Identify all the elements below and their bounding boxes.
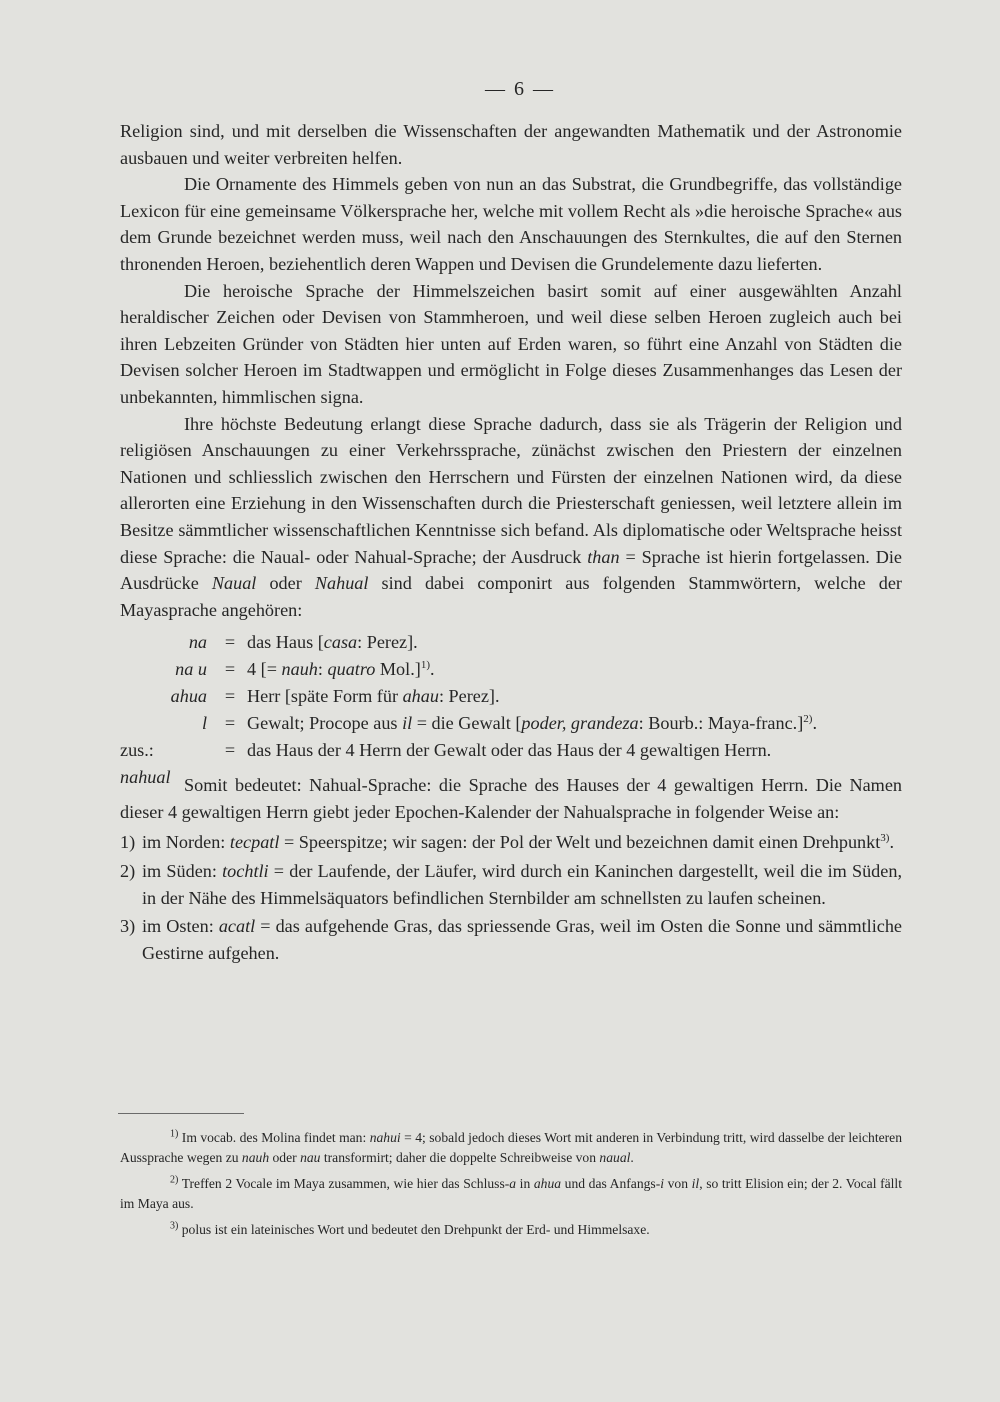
definition-text: Herr [späte Form für ahau: Perez].: [247, 686, 500, 707]
footnote-ref: 3): [880, 832, 890, 845]
list-number: 3): [120, 916, 136, 937]
definition-row: [120, 656, 902, 683]
equals-sign: =: [224, 740, 236, 761]
paragraph-4: [120, 411, 902, 624]
paragraph-2: Die Ornamente des Himmels geben von nun an das Substrat, die Grundbegriffe, das vollständige Lexicon für eine gemeinsame Völkersprache her, welche mit vollem Recht als »die heroische Sprache« aus dem Grunde bezeichnet werden muss, weil nach den Anschauungen des Sternkultes, die auf den Sternen thronenden Heroen, beziehentlich deren Wappen und Devisen die Grundelemente dazu lieferten.: [120, 174, 902, 274]
paragraph-4-text: oder: [256, 573, 315, 594]
definition-term: na: [188, 632, 207, 653]
footnote-3: $^{3)}$ polus ist ein lateinisches Wort und bedeutet den Drehpunkt der Erd- und Himmelsaxe.: [170, 1220, 650, 1237]
definition-row: [120, 710, 902, 737]
page-number: — 6 —: [485, 78, 555, 100]
paragraph-3: Die heroische Sprache der Himmelszeichen basirt somit auf einer ausgewählten Anzahl heraldischer Zeichen oder Devisen von Stammheroen, und weil diese selben Heroen zugleich auch bei ihren Lebzeiten Gründer von Städten hier unten auf Erden waren, so führt eine Anzahl von Städten die Devisen solcher Heroen im Stadtwappen und ermöglicht in Folge dieses Zusammenhanges das Lesen der unbekannten, himmlischen signa.: [120, 280, 902, 407]
definition-list: [120, 629, 902, 787]
directions-list: [120, 829, 902, 966]
list-number: 2): [120, 861, 136, 882]
definition-row-zus: [120, 737, 902, 787]
paragraph-1: Religion sind, und mit derselben die Wissenschaften der angewandten Mathematik und der Astronomie ausbauen und weiter verbreiten helfen.: [120, 121, 902, 168]
equals-sign: =: [224, 713, 236, 734]
list-item: [120, 913, 902, 966]
footnote-divider: [118, 1113, 244, 1114]
list-item: [120, 858, 902, 911]
list-text: im Norden: tecpatl = Speerspitze; wir sagen: der Pol der Welt und bezeichnen damit einen Drehpunkt$^{3)}$.: [142, 832, 895, 853]
definition-text: das Haus der 4 Herrn der Gewalt oder das Haus der 4 gewaltigen Herrn.: [247, 740, 772, 761]
term-than: than: [587, 546, 620, 567]
list-item: [120, 829, 902, 856]
footnotes: [120, 1128, 902, 1246]
footnote-ref: 1): [420, 659, 430, 672]
footnote-2: $^{2)}$ Treffen 2 Vocale im Maya zusammen, wie hier das Schluss-a in ahua und das Anfangs-i von il, so tritt Elision ein; der 2. Vocal fällt im Maya aus.: [120, 1174, 902, 1211]
main-text: [120, 118, 902, 968]
paragraph-4-text: = Sprache ist hierin fortgelassen. Die Ausdrücke: [120, 546, 902, 594]
definition-term: l: [201, 713, 207, 734]
equals-sign: =: [224, 659, 236, 680]
footnote-ref: 2): [803, 713, 813, 726]
footnote-1: $^{1)}$ Im vocab. des Molina findet man: nahui = 4; sobald jedoch dieses Wort mit anderen in Verbindung tritt, wird dasselbe der leichteren Aussprache wegen zu nauh oder nau transformirt; daher die doppelte Schreibweise von naual.: [120, 1128, 902, 1165]
definition-text: das Haus [casa: Perez].: [247, 632, 418, 653]
equals-sign: =: [224, 686, 236, 707]
equals-sign: =: [224, 632, 236, 653]
paragraph-4-text: Ihre höchste Bedeutung erlangt diese Sprache dadurch, dass sie als Trägerin der Religion und religiösen Anschauungen zu einer Verkehrssprache, zünächst zwischen den Priestern der einzelnen Nationen und schliesslich zwischen den Herrschern und Fürsten der einzelnen Nationen wird, da diese allerorten eine Erziehung in den Wissenschaften durch die Priesterschaft geniessen, weil letztere allein im Besitze sämmtlicher wissenschaftlichen Kenntnisse sich befand. Als diplomatische oder Weltsprache heisst diese Sprache: die Naual- oder Nahual-Sprache; der Ausdruck: [120, 413, 902, 567]
list-number: 1): [120, 832, 136, 853]
list-text: im Süden: tochtli = der Laufende, der Läufer, wird durch ein Kaninchen dargestellt, weil die im Süden, in der Nähe des Himmelsäquators befindlichen Sternbilder am schnellsten zu laufen scheinen.: [142, 861, 902, 908]
definition-row: [120, 683, 902, 710]
definition-term-zus: zus.: nahual: [120, 740, 171, 787]
paragraph-5: Somit bedeutet: Nahual-Sprache: die Sprache des Hauses der 4 gewaltigen Herrn. Die Namen dieser 4 gewaltigen Herrn giebt jeder Epochen-Kalender der Nahualsprache in folgender Weise an:: [120, 775, 902, 822]
definition-row: [120, 629, 902, 656]
term-naual: Naual: [211, 573, 257, 594]
definition-term: ahua: [170, 686, 207, 707]
paragraph-4-text: sind dabei componirt aus folgenden Stammwörtern, welche der Mayasprache angehören:: [120, 573, 902, 620]
term-nahual: Nahual: [314, 573, 369, 594]
definition-term: na u: [175, 659, 207, 680]
definition-text: 4 [= nauh: quatro Mol.]$^{1)}$.: [247, 659, 435, 680]
definition-text: Gewalt; Procope aus il = die Gewalt [poder, grandeza: Bourb.: Maya-franc.]$^{2)}$.: [247, 713, 817, 734]
list-text: im Osten: acatl = das aufgehende Gras, das spriessende Gras, weil im Osten die Sonne und sämmtliche Gestirne aufgehen.: [142, 916, 902, 963]
